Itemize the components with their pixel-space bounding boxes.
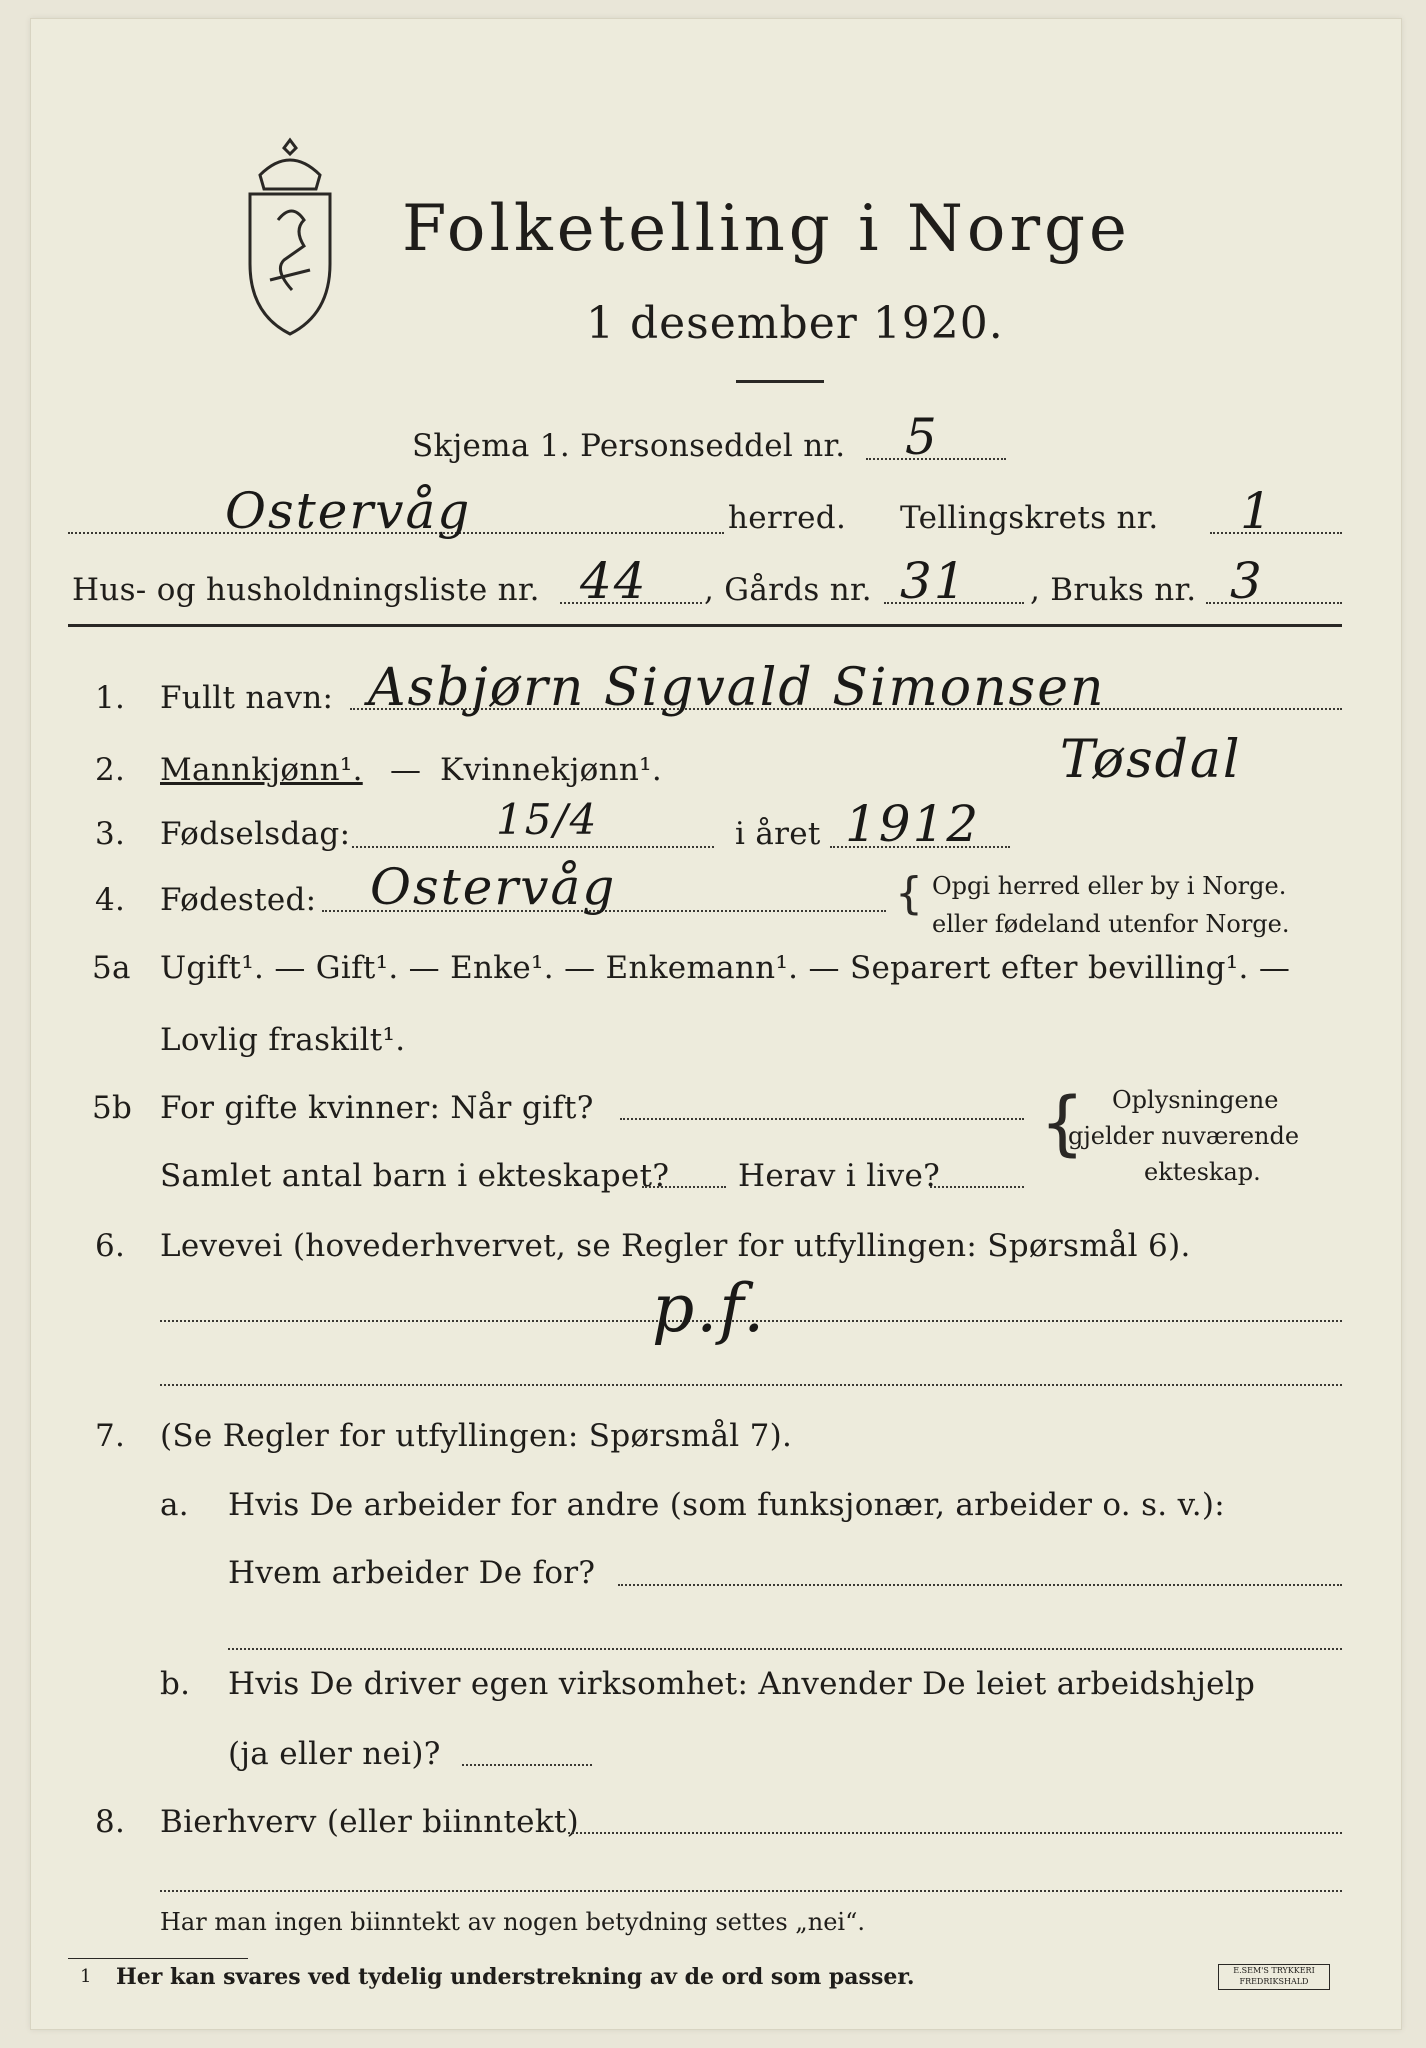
form-title: Folketelling i Norge [402,192,1131,266]
tellingskrets-value[interactable]: 1 [1240,482,1274,540]
q7a-employer-field-line [618,1584,1342,1586]
q5b-married-field-line [620,1118,1024,1120]
q6-field-line-2 [160,1384,1342,1386]
q2-female-option[interactable]: Kvinnekjønn¹. [440,752,663,788]
footnote-divider [68,1958,248,1959]
q6-label: Levevei (hovederhvervet, se Regler for utfyllingen: Spørsmål 6). [160,1228,1191,1264]
q7b-question: Hvis De driver egen virksomhet: Anvender De leiet arbeidshjelp [228,1666,1256,1702]
q7b-answer-label: (ja eller nei)? [228,1736,441,1772]
q3-year-value[interactable]: 1912 [845,795,981,853]
tellingskrets-label: Tellingskrets nr. [900,500,1159,536]
q1-label: Fullt navn: [160,680,334,716]
q4-note-line2: eller fødeland utenfor Norge. [932,910,1290,938]
q3-day-value[interactable]: 15/4 [496,795,599,844]
form-date: 1 desember 1920. [586,298,1004,349]
q5b-alive-label: Herav i live? [738,1158,941,1194]
title-divider [736,380,824,383]
q6-number: 6. [95,1228,126,1264]
gards-label: , Gårds nr. [704,572,872,608]
husholdning-value[interactable]: 44 [580,552,648,610]
q5b-note-brace: { [1040,1082,1085,1164]
q8-field-line [568,1832,1342,1834]
q5b-children-label: Samlet antal barn i ekteskapet? [160,1158,670,1194]
q8-number: 8. [95,1804,126,1840]
q6-value[interactable]: p.f. [652,1270,767,1347]
q4-note-brace: { [895,868,923,919]
printer-stamp: E.SEM'S TRYKKERI FREDRIKSHALD [1218,1964,1330,1990]
q7a-employer-label: Hvem arbeider De for? [228,1555,596,1591]
q4-note-line1: Opgi herred eller by i Norge. [932,872,1287,900]
q1-value-surname[interactable]: Tøsdal [1060,730,1242,790]
husholdning-label: Hus- og husholdningsliste nr. [72,572,540,608]
q7b-answer-field-line [462,1764,592,1766]
footnote-mark: 1 [80,1966,92,1987]
q2-separator: — [390,752,422,788]
bruks-label: , Bruks nr. [1030,572,1197,608]
q3-number: 3. [95,816,126,852]
skjema-value[interactable]: 5 [905,408,939,466]
q5a-options[interactable]: Ugift¹. — Gift¹. — Enke¹. — Enkemann¹. — Separert efter bevilling¹. — [160,950,1291,986]
bruks-field-line [1206,602,1342,604]
q7b-marker: b. [160,1666,191,1702]
herred-label: herred. [728,500,847,536]
q3-year-label: i året [735,816,821,852]
q8-field-line-2 [160,1890,1342,1892]
q5b-note-line1: Oplysningene [1112,1086,1279,1114]
q3-day-field-line [352,846,714,848]
q5b-note-line3: ekteskap. [1144,1158,1261,1186]
footnote-text: Her kan svares ved tydelig understrekning av de ord som passer. [116,1964,915,1990]
q7a-marker: a. [160,1487,189,1523]
q4-number: 4. [95,882,126,918]
q1-value[interactable]: Asbjørn Sigvald Simonsen [368,658,1106,718]
q3-label: Fødselsdag: [160,816,351,852]
biinntekt-note: Har man ingen biinntekt av nogen betydning settes „nei“. [160,1908,865,1936]
q5b-note-line2: gjelder nuværende [1068,1122,1300,1150]
gards-value[interactable]: 31 [900,552,968,610]
norwegian-coat-of-arms-icon [230,130,350,345]
header-divider [68,624,1342,627]
bruks-value[interactable]: 3 [1230,552,1264,610]
q2-male-option[interactable]: Mannkjønn¹. [160,752,363,788]
q7-label: (Se Regler for utfyllingen: Spørsmål 7). [160,1418,793,1454]
q2-number: 2. [95,752,126,788]
q5b-number: 5b [92,1090,133,1126]
skjema-label: Skjema 1. Personseddel nr. [412,428,846,464]
q7a-question: Hvis De arbeider for andre (som funksjonær, arbeider o. s. v.): [228,1487,1226,1523]
q7-number: 7. [95,1418,126,1454]
q4-label: Fødested: [160,882,317,918]
q5a-options-line2[interactable]: Lovlig fraskilt¹. [160,1022,406,1058]
herred-value[interactable]: Ostervåg [225,482,472,540]
q5b-married-label: For gifte kvinner: Når gift? [160,1090,594,1126]
q8-label: Bierhverv (eller biinntekt) [160,1804,580,1840]
q4-value[interactable]: Ostervåg [370,858,617,916]
q5b-children-field-line [642,1186,726,1188]
q7a-employer-field-line-2 [228,1648,1342,1650]
q1-number: 1. [95,680,126,716]
q5b-alive-field-line [930,1186,1024,1188]
tellingskrets-field-line [1210,532,1342,534]
q5a-number: 5a [92,950,131,986]
